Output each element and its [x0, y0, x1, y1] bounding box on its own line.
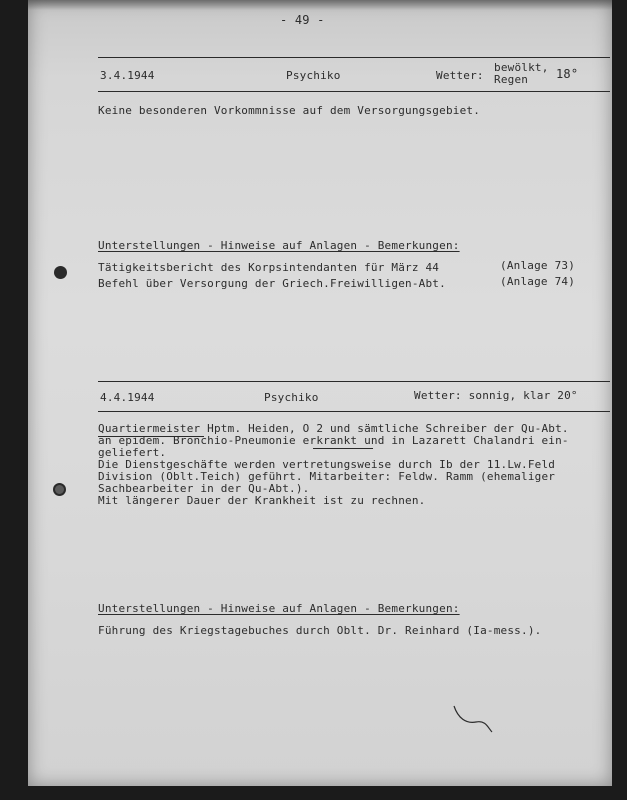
- entry2-body-line-2: an epidem. Bronchio-Pneumonie erkrankt und in Lazarett Chalandri ein-: [98, 434, 569, 447]
- entry2-body-line-3: geliefert.: [98, 446, 167, 459]
- entry1-bottom-rule: [98, 91, 610, 92]
- entry1-attachment-2-ref: (Anlage 74): [500, 275, 576, 288]
- entry2-bottom-rule: [98, 411, 610, 412]
- entry2-body-line-7: Mit längerer Dauer der Krankheit ist zu rechnen.: [98, 494, 426, 507]
- entry1-top-rule: [98, 57, 610, 58]
- entry2-weather: Wetter: sonnig, klar 20°: [414, 389, 578, 402]
- entry1-weather-line1: bewölkt,: [494, 61, 549, 74]
- entry1-weather-line2: Regen: [494, 73, 529, 86]
- entry2-body-line-1: Quartiermeister Hptm. Heiden, O 2 und sämtliche Schreiber der Qu-Abt.: [98, 422, 569, 435]
- entry1-attachments-heading: Unterstellungen - Hinweise auf Anlagen - Bemerkungen:: [98, 239, 460, 252]
- entry2-date: 4.4.1944: [100, 391, 155, 404]
- underline-quartiermeister: [98, 436, 204, 437]
- entry2-body-line-4: Die Dienstgeschäfte werden vertretungsweise durch Ib der 11.Lw.Feld: [98, 458, 556, 471]
- entry2-body-line-6: Sachbearbeiter in der Qu-Abt.).: [98, 482, 310, 495]
- punch-hole-top: [54, 266, 67, 279]
- entry1-attachment-2-text: Befehl über Versorgung der Griech.Freiwilligen-Abt.: [98, 277, 446, 290]
- entry1-temperature: 18°: [556, 67, 579, 81]
- entry1-date: 3.4.1944: [100, 69, 155, 82]
- entry1-weather-label: Wetter:: [436, 69, 484, 82]
- document-page: [28, 0, 612, 786]
- entry1-attachment-1-text: Tätigkeitsbericht des Korpsintendanten für März 44: [98, 261, 440, 274]
- entry2-place: Psychiko: [264, 391, 319, 404]
- entry1-place: Psychiko: [286, 69, 341, 82]
- entry2-top-rule: [98, 381, 610, 382]
- page-number: - 49 -: [280, 13, 325, 27]
- underline-erkrankt: [313, 448, 373, 449]
- entry1-body-line: Keine besonderen Vorkommnisse auf dem Versorgungsgebiet.: [98, 104, 481, 117]
- punch-hole-bottom: [53, 483, 66, 496]
- entry2-attachments-heading: Unterstellungen - Hinweise auf Anlagen - Bemerkungen:: [98, 602, 460, 615]
- handwritten-mark-icon: [448, 700, 498, 736]
- entry2-body-line-5: Division (Oblt.Teich) geführt. Mitarbeiter: Feldw. Ramm (ehemaliger: [98, 470, 556, 483]
- entry2-attachment-1-text: Führung des Kriegstagebuches durch Oblt. Dr. Reinhard (Ia-mess.).: [98, 624, 542, 637]
- entry1-attachment-1-ref: (Anlage 73): [500, 259, 576, 272]
